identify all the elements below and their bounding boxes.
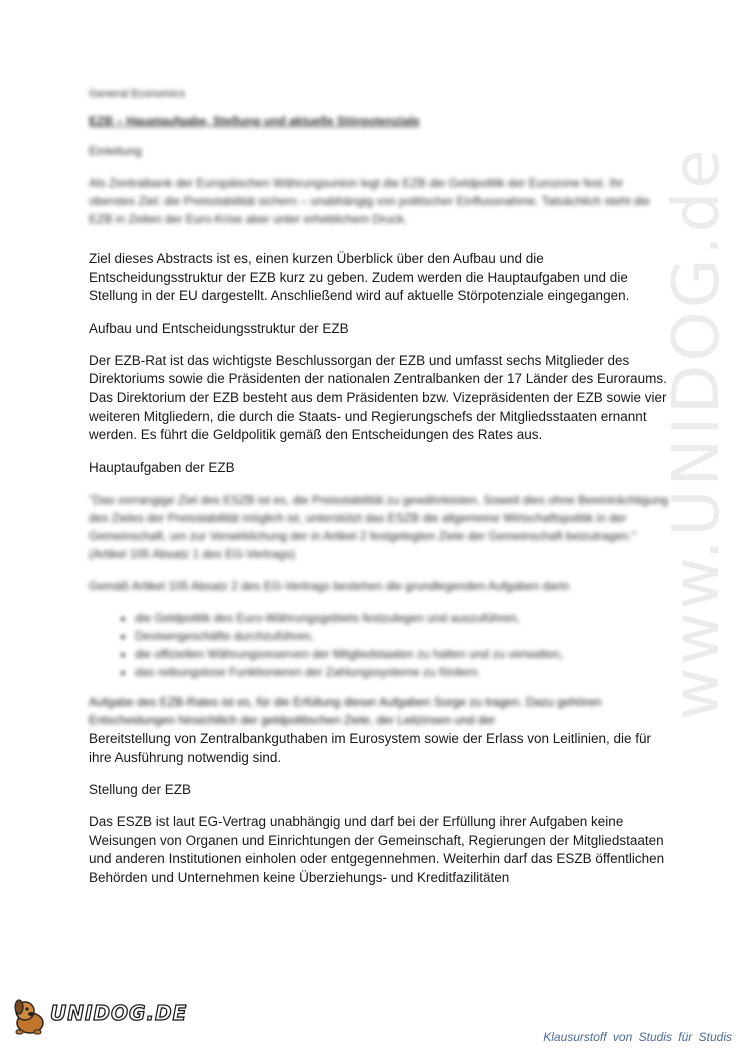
document-meta: General Economics [89, 88, 185, 100]
logo-text: UNIDOG.DE [50, 1001, 188, 1025]
list-item: • die Geldpolitik des Euro-Währungsgebiets festzulegen und auszuführen, [135, 609, 669, 627]
position-heading: Stellung der EZB [89, 782, 192, 798]
unidog-logo [6, 995, 188, 1040]
list-item: • Devisengeschäfte durchzuführen, [135, 627, 669, 645]
abstract-paragraph: Ziel dieses Abstracts ist es, einen kurzen Überblick über den Aufbau und die Entscheidungsstruktur der EZB kurz zu geben. Zudem werden die Hauptaufgaben und die Stellung in der EU dargestellt. Anschließend wird auf aktuelle Störpotenziale eingegangen. [89, 251, 630, 304]
tasks-list [89, 609, 669, 681]
list-item: • das reibungslose Funktionieren der Zahlungssysteme zu fördern. [135, 663, 669, 681]
council-paragraph [89, 693, 669, 767]
dog-mascot-icon [10, 997, 50, 1037]
document-title: EZB – Hauptaufgabe, Stellung und aktuelle Störpotenziale [89, 114, 420, 128]
position-paragraph: Das ESZB ist laut EG-Vertrag unabhängig und darf bei der Erfüllung ihrer Aufgaben keine Weisungen von Organen und Einrichtungen der Gemeinschaft, Regierungen der Mitgliedstaaten und anderen Institutionen einholen oder entgegennehmen. Weiterhin darf das ESZB öffentlichen Behörden und Unternehmen keine Überziehungs- und Kreditfazilitäten [89, 814, 665, 885]
tasks-quote: "Das vorrangige Ziel des ESZB ist es, die Preisstabilität zu gewährleisten. Soweit dies ohne Beeinträchtigung des Zieles der Preisstabilität möglich ist, unterstützt das ESZB die allgemeine Wirtschaftspolitik in der Gemeinschaft, um zur Verwirklichung der in Artikel 2 festgelegten Ziele der Gemeinschaft beizutragen." (Artikel 105 Absatz 1 des EG-Vertrags) [89, 492, 669, 561]
document-body [89, 88, 669, 902]
structure-heading: Aufbau und Entscheidungsstruktur der EZB [89, 320, 349, 336]
council-blurred-text: Aufgabe des EZB-Rates ist es, für die Erfüllung dieser Aufgaben Sorge zu tragen. Dazu gehören Entscheidungen hinsichtlich der geldpolitischen Ziele, der Leitzinsen und der [89, 694, 602, 728]
structure-paragraph: Der EZB-Rat ist das wichtigste Beschlussorgan der EZB und umfasst sechs Mitglieder des Direktoriums sowie die Präsidenten der nationalen Zentralbanken der 17 Länder des Euroraums. Das Direktorium der EZB besteht aus dem Präsidenten bzw. Vizepräsidenten der EZB sowie vier weiteren Mitgliedern, die durch die Staats- und Regierungschefs der Mitgliedsstaaten ernannt werden. Es führt die Geldpolitik gemäß den Entscheidungen des Rates aus. [89, 352, 667, 443]
tasks-lead: Gemäß Artikel 105 Absatz 2 des EG-Vertrags bestehen die grundlegenden Aufgaben darin [89, 578, 570, 593]
intro-heading: Einleitung [89, 144, 142, 158]
intro-paragraph: Als Zentralbank der Europäischen Währungsunion legt die EZB die Geldpolitik der Eurozone fest. Ihr oberstes Ziel: die Preisstabilität sichern – unabhängig von politischer Einflussnahme. Tatsächlich steht die EZB in Zeiten der Euro-Krise aber unter erheblichem Druck. [89, 176, 650, 226]
list-item: • die offiziellen Währungsreserven der Mitgliedstaaten zu halten und zu verwalten, [135, 645, 669, 663]
tasks-heading: Hauptaufgaben der EZB [89, 459, 235, 475]
watermark: www.UNIDOG.de [660, 146, 734, 720]
footer-tagline: Klausurstoff von Studis für Studis [543, 1030, 732, 1044]
council-clear-text: Bereitstellung von Zentralbankguthaben im Eurosystem sowie der Erlass von Leitlinien, die für ihre Ausführung notwendig sind. [89, 730, 652, 765]
